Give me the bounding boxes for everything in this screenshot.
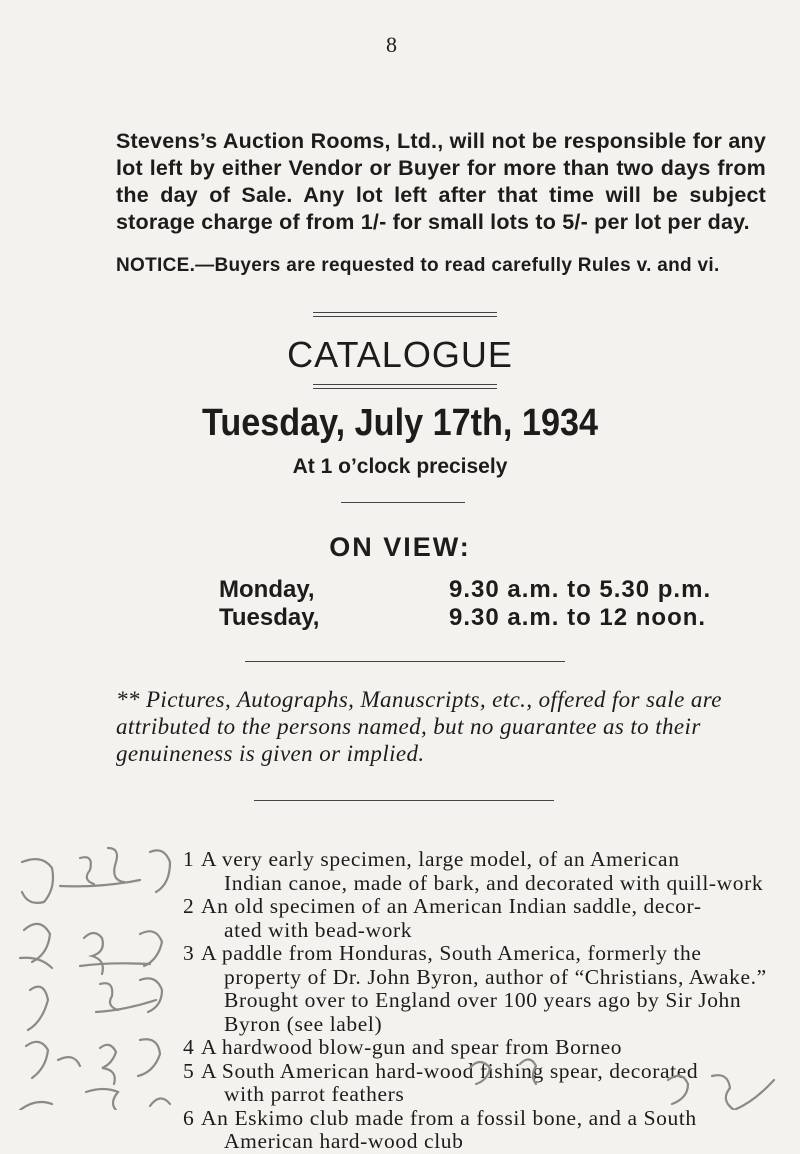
lot-description-continued: with parrot feathers <box>224 1082 405 1106</box>
rules-notice: NOTICE.—Buyers are requested to read carefully Rules v. and vi. <box>116 255 720 276</box>
disclaimer: ** Pictures, Autographs, Manuscripts, etc., offered for sale are attributed to the persons named, but no guarantee as to their genuineness is given or implied. <box>116 687 722 766</box>
lot-description-continued: ated with bead-work <box>224 917 413 942</box>
lot-item <box>0 1036 800 1060</box>
lot-number: 3 <box>183 941 195 965</box>
lot-item <box>0 895 800 942</box>
sale-time: At 1 o’clock precisely <box>292 455 508 478</box>
lot-description-continued: property of Dr. John Byron, author of “Christians, Awake.” Brought over to England over 100 years ago by Sir John Byron (see label) <box>224 964 767 1036</box>
on-view-heading: ON VIEW: <box>329 532 471 562</box>
lot-item <box>0 942 800 1036</box>
divider <box>313 384 497 385</box>
lot-description-continued: American hard-wood club <box>224 1129 464 1153</box>
lot-description: A very early specimen, large model, of an American <box>201 847 680 871</box>
lot-number: 2 <box>183 894 195 918</box>
lot-number: 1 <box>183 847 195 871</box>
lot-description: An Eskimo club made from a fossil bone, and a South <box>201 1105 697 1130</box>
divider <box>245 661 565 662</box>
storage-notice: Stevens’s Auction Rooms, Ltd., will not be responsible for any lot left by either Vendor or Buyer for more than two days from the day of Sale. Any lot left after that time will be subject storage charge of from 1/- for small lots to 5/- per lot per day. <box>116 129 766 234</box>
lot-description: A paddle from Honduras, South America, formerly the <box>201 941 702 965</box>
divider <box>341 502 465 503</box>
lot-item <box>0 848 800 895</box>
lot-number: 6 <box>183 1105 195 1130</box>
divider <box>313 316 497 317</box>
catalogue-title: CATALOGUE <box>287 334 513 375</box>
lot-description: A hardwood blow-gun and spear from Borneo <box>201 1035 623 1059</box>
lot-item <box>0 1060 800 1107</box>
lot-item <box>0 1107 800 1154</box>
lot-list <box>0 848 800 1154</box>
sale-date: Tuesday, July 17th, 1934 <box>201 402 599 444</box>
divider <box>254 800 554 801</box>
view-day: Monday, <box>219 576 315 603</box>
lot-description-continued: Indian canoe, made of bark, and decorated with quill-work <box>224 870 764 895</box>
view-time: 9.30 a.m. to 5.30 p.m. <box>449 576 712 603</box>
divider <box>313 312 497 313</box>
view-time: 9.30 a.m. to 12 noon. <box>449 604 707 631</box>
lot-description: A South American hard-wood fishing spear, decorated <box>201 1058 699 1083</box>
divider <box>313 388 497 389</box>
lot-number: 4 <box>183 1035 195 1059</box>
page-number: 8 <box>386 32 397 57</box>
lot-description: An old specimen of an American Indian saddle, decor- <box>201 894 702 918</box>
lot-number: 5 <box>183 1058 195 1083</box>
view-day: Tuesday, <box>219 604 320 631</box>
